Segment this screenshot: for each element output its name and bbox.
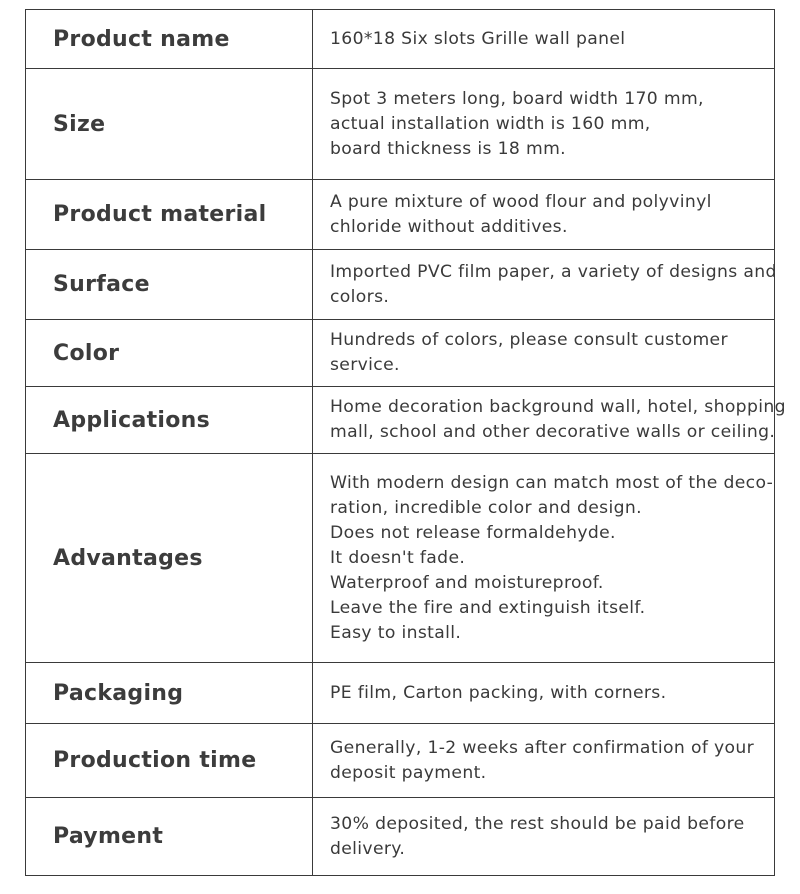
label-packaging: Packaging: [26, 663, 313, 724]
value-line: It doesn't fade.: [330, 547, 466, 568]
row-production-time: [26, 724, 775, 798]
product-spec-table: [25, 9, 786, 876]
value-line: Home decoration background wall, hotel, shopping: [330, 397, 786, 417]
value-size: [313, 69, 775, 180]
value-advantages: [313, 454, 775, 663]
row-size: [26, 69, 775, 180]
label-payment: Payment: [26, 798, 313, 876]
row-color: [26, 320, 775, 387]
value-line: 30% deposited, the rest should be paid before: [330, 813, 745, 834]
value-line: Leave the fire and extinguish itself.: [330, 597, 646, 618]
value-line: chloride without additives.: [330, 216, 568, 237]
row-product-material: [26, 180, 775, 250]
value-line: actual installation width is 160 mm,: [330, 113, 651, 134]
label-advantages: Advantages: [26, 454, 313, 663]
value-line: 160*18 Six slots Grille wall panel: [330, 28, 626, 49]
value-line: With modern design can match most of the deco-: [330, 472, 774, 493]
value-line: Easy to install.: [330, 622, 462, 643]
value-applications: [313, 387, 786, 454]
label-color: Color: [26, 320, 313, 387]
value-surface: [313, 250, 775, 320]
value-color: [313, 320, 775, 387]
value-line: delivery.: [330, 838, 406, 859]
row-surface: [26, 250, 775, 320]
value-product-material: [313, 180, 775, 250]
value-packaging: [313, 663, 775, 724]
value-line: board thickness is 18 mm.: [330, 138, 566, 159]
label-surface: Surface: [26, 250, 313, 320]
row-packaging: [26, 663, 775, 724]
value-line: Does not release formaldehyde.: [330, 522, 616, 543]
value-product-name: [313, 10, 775, 69]
row-advantages: [26, 454, 775, 663]
value-line: Hundreds of colors, please consult customer: [330, 330, 728, 350]
row-payment: [26, 798, 775, 876]
value-line: ration, incredible color and design.: [330, 497, 642, 518]
label-product-material: Product material: [26, 180, 313, 250]
value-payment: [313, 798, 775, 876]
label-applications: Applications: [26, 387, 313, 454]
label-product-name: Product name: [26, 10, 313, 69]
value-line: mall, school and other decorative walls or ceiling.: [330, 422, 776, 442]
value-line: service.: [330, 355, 400, 375]
label-size: Size: [26, 69, 313, 180]
value-production-time: [313, 724, 775, 798]
value-line: Imported PVC film paper, a variety of designs and: [330, 261, 777, 282]
value-line: PE film, Carton packing, with corners.: [330, 682, 667, 703]
value-line: Generally, 1-2 weeks after confirmation of your: [330, 737, 755, 758]
value-line: colors.: [330, 286, 390, 307]
value-line: deposit payment.: [330, 762, 487, 783]
row-applications: [26, 387, 775, 454]
label-production-time: Production time: [26, 724, 313, 798]
value-line: A pure mixture of wood flour and polyvinyl: [330, 191, 712, 212]
value-line: Spot 3 meters long, board width 170 mm,: [330, 88, 704, 109]
value-line: Waterproof and moistureproof.: [330, 572, 604, 593]
row-product-name: [26, 10, 775, 69]
